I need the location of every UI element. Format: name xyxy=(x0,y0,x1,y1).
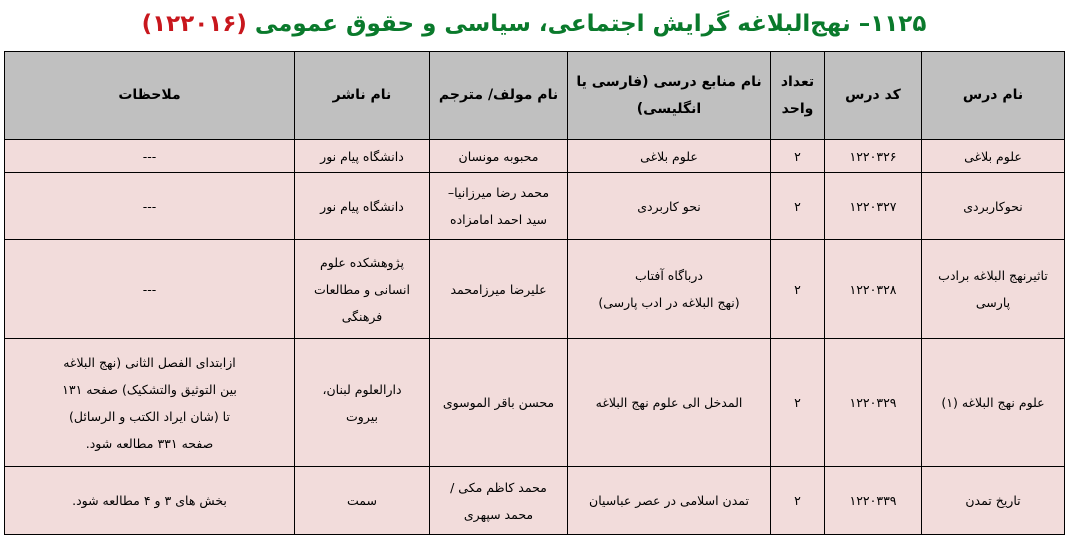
cell-publisher xyxy=(295,173,430,240)
cell-units: ۲ xyxy=(771,240,825,339)
cell-publisher xyxy=(295,339,430,467)
cell-line: --- xyxy=(142,281,157,297)
cell-line: تمدن اسلامی در عصر عباسیان xyxy=(589,493,749,508)
header-course-code: کد درس xyxy=(825,52,922,140)
header-author: نام مولف/ مترجم xyxy=(430,52,568,140)
cell-line: پژوهشکده علوم xyxy=(320,254,404,270)
cell-notes xyxy=(5,173,295,240)
header-notes: ملاحظات xyxy=(5,52,295,140)
cell-course-code: ۱۲۲۰۳۳۹ xyxy=(825,467,922,535)
page-title-code: (۱۲۲۰۱۶) xyxy=(141,11,247,37)
cell-line: درباگاه آفتاب xyxy=(635,268,703,283)
cell-line: صفحه ۳۳۱ مطالعه شود. xyxy=(85,435,214,451)
table-row xyxy=(5,467,1065,535)
cell-author xyxy=(430,467,568,535)
cell-sources xyxy=(568,140,771,173)
cell-line: --- xyxy=(142,198,157,214)
cell-line: (نهج البلاغه در ادب پارسی) xyxy=(598,295,740,310)
cell-line: بخش های ۳ و ۴ مطالعه شود. xyxy=(72,493,227,508)
cell-line: تا (شان ایراد الکتب و الرسائل) xyxy=(69,408,230,424)
header-course-name: نام درس xyxy=(922,52,1065,140)
cell-line: علوم بلاغی xyxy=(640,148,698,164)
cell-course-name: تاثیرنهج البلاغه برادب پارسی xyxy=(922,240,1065,339)
page-title xyxy=(0,4,1068,44)
cell-units: ۲ xyxy=(771,467,825,535)
cell-line: سمت xyxy=(347,493,377,508)
cell-course-code: ۱۲۲۰۳۲۶ xyxy=(825,140,922,173)
cell-line: محبوبه مونسان xyxy=(458,148,539,164)
cell-course-code: ۱۲۲۰۳۲۷ xyxy=(825,173,922,240)
header-units: تعداد واحد xyxy=(771,52,825,140)
cell-course-name: نحوکاربردی xyxy=(922,173,1065,240)
cell-line: --- xyxy=(142,148,157,164)
table-row xyxy=(5,240,1065,339)
header-row xyxy=(5,52,1065,140)
cell-course-name: علوم نهج البلاغه (۱) xyxy=(922,339,1065,467)
cell-author xyxy=(430,173,568,240)
table-row xyxy=(5,140,1065,173)
cell-line: المدخل الی علوم نهج البلاغه xyxy=(595,395,743,410)
cell-publisher xyxy=(295,467,430,535)
cell-line: بیروت xyxy=(346,408,378,424)
cell-line: ازابتدای الفصل الثانی (نهج البلاغه xyxy=(63,354,236,370)
header-publisher: نام ناشر xyxy=(295,52,430,140)
cell-line: محمد کاظم مکی / xyxy=(450,479,547,495)
cell-notes xyxy=(5,339,295,467)
cell-line: دارالعلوم لبنان، xyxy=(322,381,402,397)
page-title-main: ۱۱۲۵– نهج‌البلاغه گرایش اجتماعی، سیاسی و حقوق عمومی xyxy=(254,11,927,37)
cell-notes xyxy=(5,240,295,339)
cell-units: ۲ xyxy=(771,339,825,467)
cell-line: سید احمد امامزاده xyxy=(450,212,547,227)
cell-line: محمد رضا میرزانیا– xyxy=(447,185,550,200)
cell-author xyxy=(430,339,568,467)
cell-notes xyxy=(5,467,295,535)
courses-table xyxy=(4,51,1065,535)
cell-publisher xyxy=(295,140,430,173)
header-sources: نام منابع درسی (فارسی یا انگلیسی) xyxy=(568,52,771,140)
cell-line: دانشگاه پیام نور xyxy=(320,148,404,164)
table-row xyxy=(5,339,1065,467)
cell-course-name: تاریخ تمدن xyxy=(922,467,1065,535)
cell-course-code: ۱۲۲۰۳۲۸ xyxy=(825,240,922,339)
cell-line: نحو کاربردی xyxy=(637,198,701,214)
cell-author xyxy=(430,240,568,339)
cell-line: علیرضا میرزامحمد xyxy=(450,281,547,297)
cell-course-code: ۱۲۲۰۳۲۹ xyxy=(825,339,922,467)
cell-line: محسن باقر الموسوی xyxy=(442,395,555,410)
cell-publisher xyxy=(295,240,430,339)
cell-units: ۲ xyxy=(771,173,825,240)
cell-line: بین التوثیق والتشکیک) صفحه ۱۳۱ xyxy=(62,381,237,397)
cell-course-name: علوم بلاغی xyxy=(922,140,1065,173)
cell-line: محمد سپهری xyxy=(463,506,534,522)
cell-sources xyxy=(568,467,771,535)
cell-author xyxy=(430,140,568,173)
cell-sources xyxy=(568,173,771,240)
cell-notes xyxy=(5,140,295,173)
cell-line: دانشگاه پیام نور xyxy=(320,198,404,214)
cell-units: ۲ xyxy=(771,140,825,173)
cell-sources xyxy=(568,339,771,467)
table-row xyxy=(5,173,1065,240)
cell-sources xyxy=(568,240,771,339)
cell-line: انسانی و مطالعات xyxy=(314,281,410,297)
cell-line: فرهنگی xyxy=(341,308,383,324)
